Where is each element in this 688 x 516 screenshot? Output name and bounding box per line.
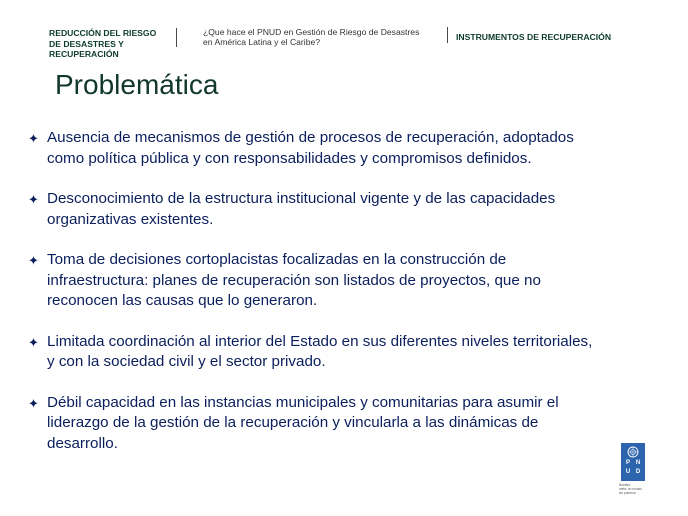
bullet-line: liderazgo de la gestión de la recuperación y vincularla a las dinámicas de	[47, 414, 539, 431]
header-program-title	[49, 28, 179, 60]
header-program-line3: RECUPERACIÓN	[49, 49, 119, 59]
logo-letter: N	[635, 460, 641, 466]
bullet-item	[28, 250, 648, 312]
logo-tagline-line: Nuestra	[619, 483, 631, 487]
bullet-item	[28, 128, 648, 169]
bullet-line: reconocen las causas que lo generaron.	[47, 292, 318, 309]
bullet-line: organizativas existentes.	[47, 210, 214, 228]
un-emblem-icon	[627, 446, 639, 458]
header-program-line1: REDUCCIÓN DEL RIESGO	[49, 28, 157, 38]
bullet-item	[28, 332, 648, 373]
header-question	[203, 27, 443, 47]
bullet-item	[28, 393, 648, 455]
logo-tagline-line: sin pobreza	[619, 491, 636, 495]
header-divider-right	[447, 27, 448, 43]
four-point-star-icon: ✦	[28, 395, 39, 411]
bullet-line: desarrollo.	[47, 434, 118, 452]
bullet-line: Desconocimiento de la estructura institucional vigente y de las capacidades	[47, 190, 556, 207]
bullet-line: Débil capacidad en las instancias municipales y comunitarias para asumir el	[47, 393, 559, 411]
bullet-line: como política pública y con responsabilidades y compromisos definidos.	[47, 149, 532, 167]
bullet-line: Ausencia de mecanismos de gestión de procesos de recuperación, adoptados	[47, 129, 574, 146]
logo-letter: D	[635, 469, 641, 475]
bullet-item	[28, 189, 648, 230]
four-point-star-icon: ✦	[28, 334, 39, 350]
undp-logo	[621, 443, 645, 499]
four-point-star-icon: ✦	[28, 253, 39, 268]
header-section-title: INSTRUMENTOS DE RECUPERACIÓN	[456, 32, 612, 42]
bullet-line: Toma de decisiones cortoplacistas focalizadas en la construcción de	[47, 251, 507, 268]
logo-tagline-line: meta: un mundo	[619, 487, 643, 491]
slide-title: Problemática	[55, 69, 219, 100]
logo-letter: P	[625, 460, 630, 466]
bullet-line: Limitada coordinación al interior del Estado en sus diferentes niveles territoriales,	[47, 332, 593, 350]
header-program-line2: DE DESASTRES Y	[49, 38, 124, 49]
four-point-star-icon: ✦	[28, 131, 39, 146]
bullet-line: infraestructura: planes de recuperación son listados de proyectos, que no	[47, 271, 541, 289]
logo-letter: U	[625, 469, 631, 475]
bullet-list	[28, 128, 648, 474]
bullet-line: y con la sociedad civil y el sector privado.	[47, 353, 326, 370]
logo-tagline	[619, 483, 647, 495]
four-point-star-icon: ✦	[28, 192, 39, 207]
header-question-line2: en América Latina y el Caribe?	[203, 37, 321, 47]
undp-logo-box	[621, 443, 645, 481]
header-question-line1: ¿Que hace el PNUD en Gestión de Riesgo de Desastres	[203, 27, 420, 37]
header-divider-left	[176, 28, 177, 47]
